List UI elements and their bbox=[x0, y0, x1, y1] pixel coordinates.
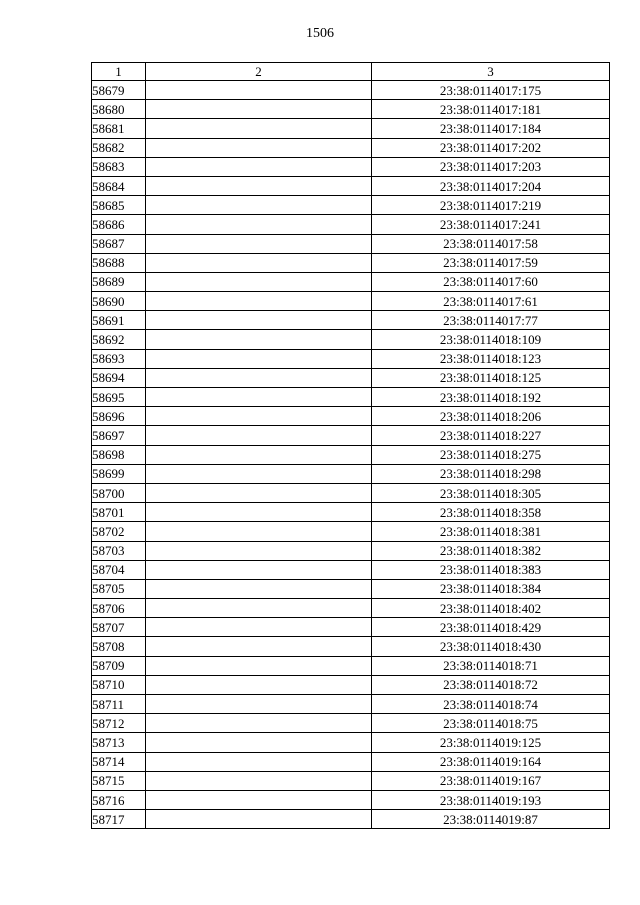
cadastral-number-cell: 23:38:0114017:77 bbox=[372, 311, 610, 330]
cadastral-number-cell: 23:38:0114019:167 bbox=[372, 771, 610, 790]
cadastral-number-cell: 23:38:0114018:429 bbox=[372, 618, 610, 637]
description-cell bbox=[146, 388, 372, 407]
table-row bbox=[92, 579, 610, 598]
description-cell bbox=[146, 579, 372, 598]
description-cell bbox=[146, 215, 372, 234]
table-row bbox=[92, 464, 610, 483]
table-row bbox=[92, 81, 610, 100]
cadastral-number-cell: 23:38:0114017:204 bbox=[372, 176, 610, 195]
cadastral-number-cell: 23:38:0114017:60 bbox=[372, 272, 610, 291]
row-number-cell: 58693 bbox=[92, 349, 146, 368]
description-cell bbox=[146, 810, 372, 829]
row-number-cell: 58710 bbox=[92, 675, 146, 694]
description-cell bbox=[146, 368, 372, 387]
description-cell bbox=[146, 407, 372, 426]
table-row bbox=[92, 349, 610, 368]
table-row bbox=[92, 695, 610, 714]
table-row bbox=[92, 790, 610, 809]
cadastral-number-cell: 23:38:0114018:384 bbox=[372, 579, 610, 598]
description-cell bbox=[146, 100, 372, 119]
description-cell bbox=[146, 618, 372, 637]
cadastral-number-cell: 23:38:0114018:305 bbox=[372, 483, 610, 502]
description-cell bbox=[146, 119, 372, 138]
row-number-cell: 58685 bbox=[92, 196, 146, 215]
table-row bbox=[92, 119, 610, 138]
row-number-cell: 58716 bbox=[92, 790, 146, 809]
description-cell bbox=[146, 503, 372, 522]
description-cell bbox=[146, 752, 372, 771]
page-number: 1506 bbox=[306, 26, 334, 41]
cadastral-number-cell: 23:38:0114018:123 bbox=[372, 349, 610, 368]
row-number-cell: 58703 bbox=[92, 541, 146, 560]
table-row bbox=[92, 522, 610, 541]
description-cell bbox=[146, 541, 372, 560]
row-number-cell: 58699 bbox=[92, 464, 146, 483]
row-number-cell: 58692 bbox=[92, 330, 146, 349]
cadastral-number-cell: 23:38:0114018:72 bbox=[372, 675, 610, 694]
cadastral-number-cell: 23:38:0114018:358 bbox=[372, 503, 610, 522]
cadastral-number-cell: 23:38:0114019:193 bbox=[372, 790, 610, 809]
cadastral-number-cell: 23:38:0114017:61 bbox=[372, 292, 610, 311]
table-row bbox=[92, 714, 610, 733]
cadastral-number-cell: 23:38:0114017:58 bbox=[372, 234, 610, 253]
cadastral-number-cell: 23:38:0114019:87 bbox=[372, 810, 610, 829]
cadastral-number-cell: 23:38:0114018:71 bbox=[372, 656, 610, 675]
row-number-cell: 58695 bbox=[92, 388, 146, 407]
cadastral-number-cell: 23:38:0114018:381 bbox=[372, 522, 610, 541]
row-number-cell: 58697 bbox=[92, 426, 146, 445]
table-row bbox=[92, 656, 610, 675]
description-cell bbox=[146, 253, 372, 272]
row-number-cell: 58713 bbox=[92, 733, 146, 752]
table-row bbox=[92, 733, 610, 752]
cadastral-number-cell: 23:38:0114018:275 bbox=[372, 445, 610, 464]
table-row bbox=[92, 445, 610, 464]
cadastral-number-cell: 23:38:0114018:227 bbox=[372, 426, 610, 445]
table-row bbox=[92, 253, 610, 272]
cadastral-number-cell: 23:38:0114017:203 bbox=[372, 157, 610, 176]
row-number-cell: 58698 bbox=[92, 445, 146, 464]
description-cell bbox=[146, 656, 372, 675]
cadastral-number-cell: 23:38:0114018:74 bbox=[372, 695, 610, 714]
table-row bbox=[92, 234, 610, 253]
row-number-cell: 58700 bbox=[92, 483, 146, 502]
row-number-cell: 58686 bbox=[92, 215, 146, 234]
row-number-cell: 58689 bbox=[92, 272, 146, 291]
table-row bbox=[92, 368, 610, 387]
table-row bbox=[92, 100, 610, 119]
row-number-cell: 58705 bbox=[92, 579, 146, 598]
table-row bbox=[92, 176, 610, 195]
table-row bbox=[92, 407, 610, 426]
description-cell bbox=[146, 599, 372, 618]
cadastral-number-cell: 23:38:0114017:59 bbox=[372, 253, 610, 272]
table-row bbox=[92, 541, 610, 560]
table-row bbox=[92, 810, 610, 829]
table-row bbox=[92, 675, 610, 694]
description-cell bbox=[146, 81, 372, 100]
description-cell bbox=[146, 695, 372, 714]
description-cell bbox=[146, 330, 372, 349]
table-row bbox=[92, 157, 610, 176]
description-cell bbox=[146, 675, 372, 694]
cadastral-number-cell: 23:38:0114017:181 bbox=[372, 100, 610, 119]
row-number-cell: 58688 bbox=[92, 253, 146, 272]
table-header bbox=[92, 63, 610, 81]
row-number-cell: 58696 bbox=[92, 407, 146, 426]
cadastral-number-cell: 23:38:0114017:219 bbox=[372, 196, 610, 215]
cadastral-number-cell: 23:38:0114018:192 bbox=[372, 388, 610, 407]
table-row bbox=[92, 196, 610, 215]
table-row bbox=[92, 599, 610, 618]
row-number-cell: 58680 bbox=[92, 100, 146, 119]
row-number-cell: 58709 bbox=[92, 656, 146, 675]
row-number-cell: 58684 bbox=[92, 176, 146, 195]
table-row bbox=[92, 483, 610, 502]
column-header-1: 1 bbox=[92, 63, 146, 81]
cadastral-number-cell: 23:38:0114018:430 bbox=[372, 637, 610, 656]
description-cell bbox=[146, 234, 372, 253]
description-cell bbox=[146, 790, 372, 809]
description-cell bbox=[146, 157, 372, 176]
description-cell bbox=[146, 311, 372, 330]
column-header-3: 3 bbox=[372, 63, 610, 81]
table-row bbox=[92, 771, 610, 790]
row-number-cell: 58691 bbox=[92, 311, 146, 330]
description-cell bbox=[146, 292, 372, 311]
row-number-cell: 58708 bbox=[92, 637, 146, 656]
table-row bbox=[92, 292, 610, 311]
description-cell bbox=[146, 733, 372, 752]
cadastral-number-cell: 23:38:0114019:164 bbox=[372, 752, 610, 771]
row-number-cell: 58690 bbox=[92, 292, 146, 311]
row-number-cell: 58679 bbox=[92, 81, 146, 100]
description-cell bbox=[146, 272, 372, 291]
row-number-cell: 58681 bbox=[92, 119, 146, 138]
table-row bbox=[92, 388, 610, 407]
cadastral-number-cell: 23:38:0114018:109 bbox=[372, 330, 610, 349]
table-row bbox=[92, 560, 610, 579]
description-cell bbox=[146, 637, 372, 656]
description-cell bbox=[146, 464, 372, 483]
row-number-cell: 58715 bbox=[92, 771, 146, 790]
table-row bbox=[92, 215, 610, 234]
column-header-2: 2 bbox=[146, 63, 372, 81]
row-number-cell: 58701 bbox=[92, 503, 146, 522]
row-number-cell: 58704 bbox=[92, 560, 146, 579]
table-row bbox=[92, 272, 610, 291]
table-row bbox=[92, 637, 610, 656]
description-cell bbox=[146, 771, 372, 790]
description-cell bbox=[146, 445, 372, 464]
description-cell bbox=[146, 349, 372, 368]
cadastral-number-cell: 23:38:0114017:241 bbox=[372, 215, 610, 234]
row-number-cell: 58687 bbox=[92, 234, 146, 253]
row-number-cell: 58707 bbox=[92, 618, 146, 637]
description-cell bbox=[146, 560, 372, 579]
row-number-cell: 58682 bbox=[92, 138, 146, 157]
table-row bbox=[92, 311, 610, 330]
row-number-cell: 58683 bbox=[92, 157, 146, 176]
table-body bbox=[92, 81, 610, 829]
cadastral-number-cell: 23:38:0114018:125 bbox=[372, 368, 610, 387]
row-number-cell: 58694 bbox=[92, 368, 146, 387]
header-row bbox=[92, 63, 610, 81]
description-cell bbox=[146, 483, 372, 502]
table-row bbox=[92, 138, 610, 157]
cadastral-number-cell: 23:38:0114018:382 bbox=[372, 541, 610, 560]
description-cell bbox=[146, 426, 372, 445]
description-cell bbox=[146, 196, 372, 215]
cadastral-number-cell: 23:38:0114018:75 bbox=[372, 714, 610, 733]
row-number-cell: 58711 bbox=[92, 695, 146, 714]
cadastral-number-cell: 23:38:0114018:402 bbox=[372, 599, 610, 618]
row-number-cell: 58706 bbox=[92, 599, 146, 618]
table-row bbox=[92, 503, 610, 522]
cadastral-number-cell: 23:38:0114018:206 bbox=[372, 407, 610, 426]
row-number-cell: 58702 bbox=[92, 522, 146, 541]
table-row bbox=[92, 618, 610, 637]
row-number-cell: 58714 bbox=[92, 752, 146, 771]
cadastral-number-cell: 23:38:0114017:175 bbox=[372, 81, 610, 100]
table-row bbox=[92, 752, 610, 771]
row-number-cell: 58717 bbox=[92, 810, 146, 829]
description-cell bbox=[146, 522, 372, 541]
cadastral-number-cell: 23:38:0114017:184 bbox=[372, 119, 610, 138]
cadastral-number-cell: 23:38:0114019:125 bbox=[372, 733, 610, 752]
table-row bbox=[92, 426, 610, 445]
description-cell bbox=[146, 138, 372, 157]
row-number-cell: 58712 bbox=[92, 714, 146, 733]
data-table bbox=[91, 62, 610, 829]
cadastral-number-cell: 23:38:0114018:383 bbox=[372, 560, 610, 579]
table-row bbox=[92, 330, 610, 349]
description-cell bbox=[146, 714, 372, 733]
description-cell bbox=[146, 176, 372, 195]
cadastral-number-cell: 23:38:0114018:298 bbox=[372, 464, 610, 483]
cadastral-number-cell: 23:38:0114017:202 bbox=[372, 138, 610, 157]
